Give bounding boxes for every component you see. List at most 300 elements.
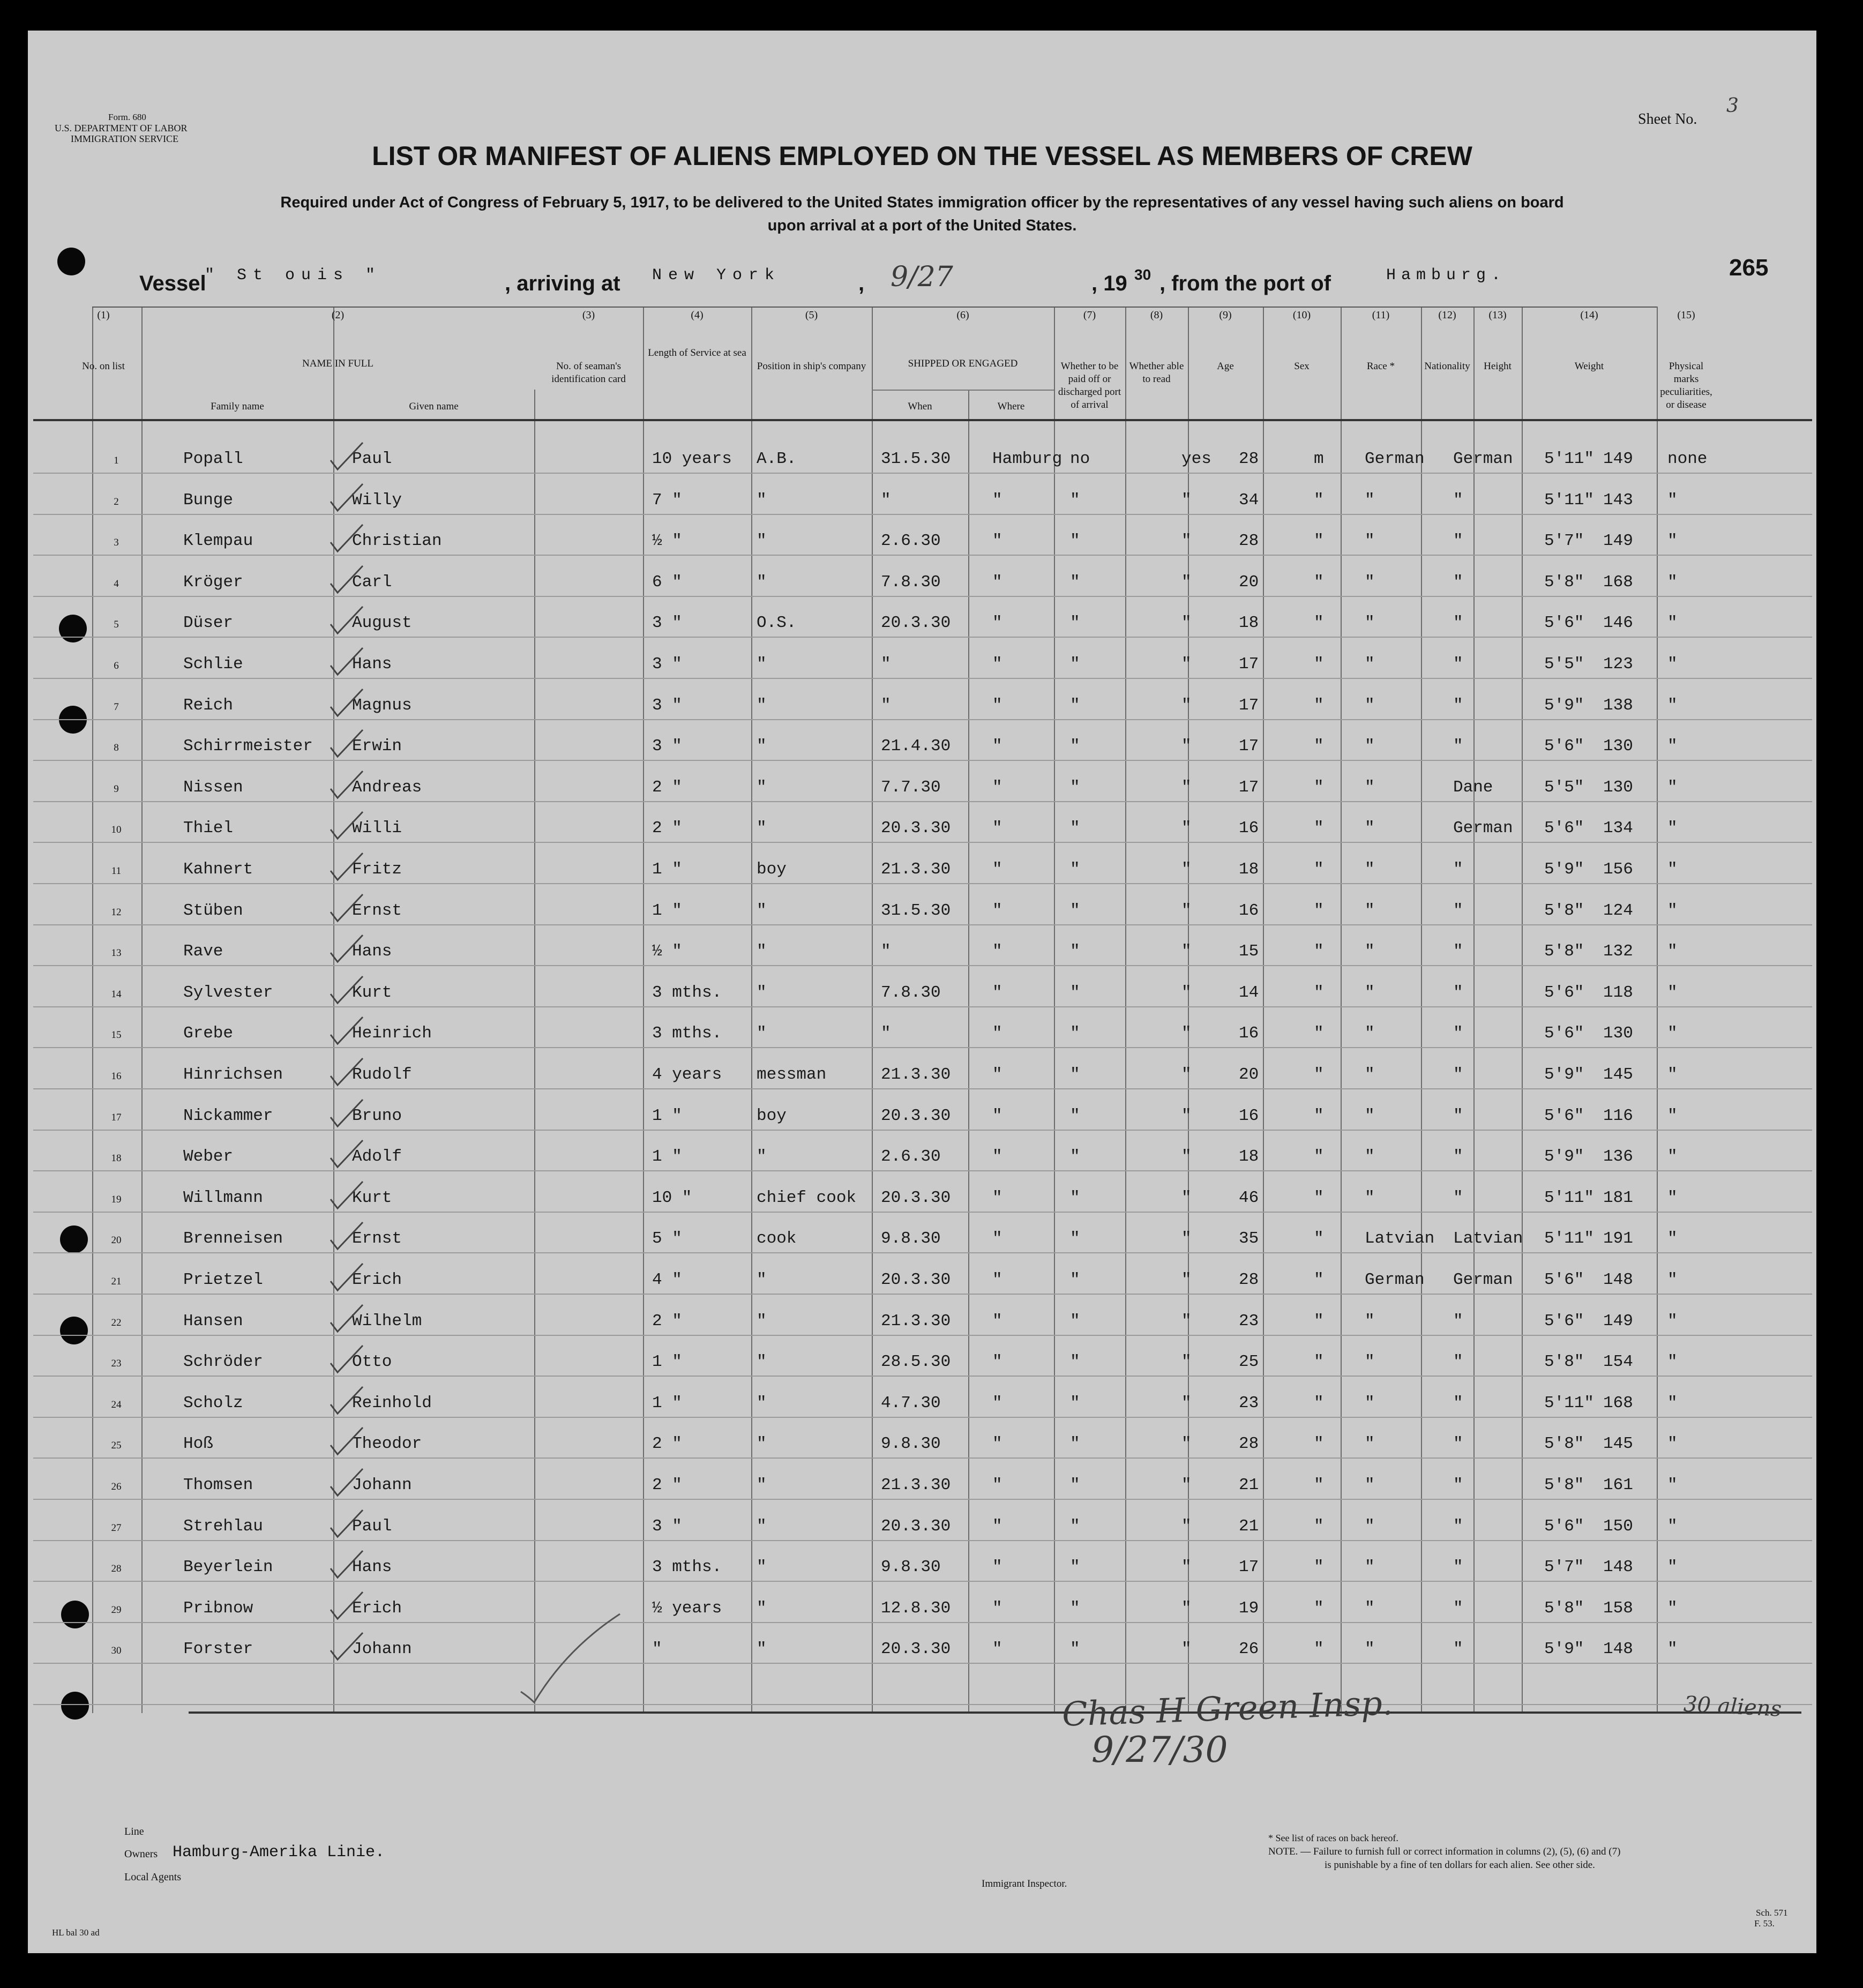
cell-nationality: " xyxy=(1453,1393,1463,1412)
cell-age: 16 xyxy=(1239,1106,1259,1125)
date-value: 9/27 xyxy=(891,261,953,293)
cell-when: 9.8.30 xyxy=(881,1558,941,1577)
cell-marks: " xyxy=(1667,1270,1678,1289)
cell-where: Hamburg xyxy=(992,450,1063,468)
cell-position: O.S. xyxy=(757,614,797,633)
cell-nationality: " xyxy=(1453,860,1463,879)
check-icon xyxy=(328,604,365,636)
cell-read: " xyxy=(1181,819,1192,838)
cell-service: " xyxy=(652,1640,662,1659)
cell-height: 5'8" xyxy=(1544,942,1584,961)
column-number: (15) xyxy=(1677,309,1695,321)
column-label: Whether to be paid off or discharged port of arrival xyxy=(1058,361,1121,410)
cell-family: Hoß xyxy=(183,1434,213,1454)
page-title: LIST OR MANIFEST OF ALIENS EMPLOYED ON THE VESSEL AS MEMBERS OF CREW xyxy=(372,141,1472,171)
column-label: Whether able to read xyxy=(1129,361,1184,385)
cell-paid: " xyxy=(1070,737,1080,756)
check-icon xyxy=(328,1343,365,1375)
column-rule xyxy=(1657,307,1658,1713)
check-icon xyxy=(328,1589,365,1621)
cell-sex: " xyxy=(1314,490,1324,510)
arriving-value: New York xyxy=(652,266,781,285)
cell-height: 5'11" xyxy=(1544,1229,1595,1249)
cell-weight: 116 xyxy=(1603,1106,1633,1125)
cell-position: " xyxy=(757,572,767,592)
cell-read: " xyxy=(1181,1147,1192,1167)
cell-where: " xyxy=(992,696,1002,715)
row-rule xyxy=(33,637,1812,638)
cell-given: Erich xyxy=(352,1598,402,1618)
cell-marks: " xyxy=(1667,1106,1678,1125)
cell-nationality: " xyxy=(1453,1147,1463,1167)
cell-weight: 145 xyxy=(1603,1434,1633,1454)
cell-read: " xyxy=(1181,942,1192,961)
cell-nationality: " xyxy=(1453,942,1463,961)
row-number: 17 xyxy=(111,1111,122,1123)
cell-family: Brenneisen xyxy=(183,1229,283,1249)
cell-nationality: " xyxy=(1453,532,1463,551)
cell-when: 20.3.30 xyxy=(881,1188,951,1207)
department-line: U.S. DEPARTMENT OF LABOR xyxy=(55,123,188,133)
cell-sex: " xyxy=(1314,983,1324,1002)
row-rule xyxy=(33,842,1812,843)
cell-family: Hinrichsen xyxy=(183,1065,283,1084)
cell-position: " xyxy=(757,532,767,551)
cell-nationality: " xyxy=(1453,614,1463,633)
check-icon xyxy=(328,809,365,841)
cell-weight: 149 xyxy=(1603,450,1633,468)
cell-height: 5'9" xyxy=(1544,696,1584,715)
cell-position: " xyxy=(757,1558,767,1577)
cell-weight: 136 xyxy=(1603,1147,1633,1167)
check-icon xyxy=(328,645,365,677)
cell-given: Heinrich xyxy=(352,1024,432,1043)
column-rule xyxy=(1054,307,1055,1713)
cell-service: 3 " xyxy=(652,696,682,715)
row-rule xyxy=(33,1458,1812,1459)
cell-nationality: " xyxy=(1453,1352,1463,1372)
column-label: Height xyxy=(1484,361,1512,372)
year-prefix: , 19 xyxy=(1091,272,1127,295)
row-rule xyxy=(33,719,1812,720)
cell-family: Nissen xyxy=(183,778,243,797)
cell-height: 5'8" xyxy=(1544,572,1584,592)
cell-when: 20.3.30 xyxy=(881,1270,951,1289)
year-suffix: 30 xyxy=(1134,266,1151,283)
cell-position: " xyxy=(757,737,767,756)
cell-family: Hansen xyxy=(183,1311,243,1331)
cell-paid: " xyxy=(1070,1024,1080,1043)
cell-position: " xyxy=(757,819,767,838)
cell-height: 5'11" xyxy=(1544,490,1595,510)
cell-sex: " xyxy=(1314,532,1324,551)
cell-paid: " xyxy=(1070,490,1080,510)
cell-service: 6 " xyxy=(652,572,682,592)
cell-where: " xyxy=(992,1352,1002,1372)
cell-when: 21.3.30 xyxy=(881,1311,951,1331)
row-number: 5 xyxy=(114,619,119,631)
cell-read: " xyxy=(1181,1434,1192,1454)
check-icon xyxy=(328,1507,365,1539)
cell-weight: 130 xyxy=(1603,737,1633,756)
cell-where: " xyxy=(992,1393,1002,1412)
row-rule xyxy=(33,1088,1812,1089)
cell-given: Wilhelm xyxy=(352,1311,422,1331)
cell-where: " xyxy=(992,1229,1002,1249)
column-number: (12) xyxy=(1438,309,1456,321)
row-rule xyxy=(33,1417,1812,1418)
cell-nationality: " xyxy=(1453,1516,1463,1536)
punch-hole xyxy=(57,248,85,275)
check-icon xyxy=(328,727,365,759)
check-icon xyxy=(328,1220,365,1252)
cell-marks: " xyxy=(1667,532,1678,551)
cell-marks: " xyxy=(1667,1188,1678,1207)
cell-given: Ernst xyxy=(352,1229,402,1249)
cell-read: " xyxy=(1181,1311,1192,1331)
cell-marks: " xyxy=(1667,1352,1678,1372)
cell-family: Thiel xyxy=(183,819,234,838)
check-icon xyxy=(328,768,365,801)
column-label: Age xyxy=(1217,361,1234,372)
cell-weight: 123 xyxy=(1603,655,1633,674)
column-label: Position in ship's company xyxy=(757,361,866,372)
punch-hole xyxy=(61,1692,89,1720)
column-rule xyxy=(1522,307,1523,1713)
check-icon xyxy=(328,1138,365,1170)
cell-race: " xyxy=(1365,1188,1375,1207)
cell-sex: " xyxy=(1314,1106,1324,1125)
cell-race: " xyxy=(1365,532,1375,551)
cell-read: " xyxy=(1181,737,1192,756)
cell-when: 2.6.30 xyxy=(881,532,941,551)
shipped-divider xyxy=(968,390,969,1713)
row-number: 3 xyxy=(114,537,119,549)
cell-position: " xyxy=(757,1476,767,1494)
cell-where: " xyxy=(992,614,1002,633)
row-rule xyxy=(33,1581,1812,1582)
cell-marks: " xyxy=(1667,901,1678,920)
row-number: 9 xyxy=(114,783,119,795)
row-rule xyxy=(33,1663,1812,1664)
arriving-comma: , xyxy=(858,272,865,295)
cell-service: 3 " xyxy=(652,614,682,633)
row-rule xyxy=(33,1130,1812,1131)
cell-family: Thomsen xyxy=(183,1476,253,1494)
cell-age: 28 xyxy=(1239,1270,1259,1289)
check-icon xyxy=(328,1261,365,1293)
cell-nationality: " xyxy=(1453,696,1463,715)
cell-paid: " xyxy=(1070,778,1080,797)
cell-height: 5'6" xyxy=(1544,1516,1584,1536)
column-rule xyxy=(872,307,873,1713)
cell-given: Andreas xyxy=(352,778,422,797)
cell-race: " xyxy=(1365,1558,1375,1577)
cell-service: 1 " xyxy=(652,860,682,879)
row-number: 13 xyxy=(111,947,122,959)
column-number: (11) xyxy=(1372,309,1390,321)
cell-family: Beyerlein xyxy=(183,1558,273,1577)
cell-service: 4 years xyxy=(652,1065,722,1084)
row-number: 29 xyxy=(111,1604,122,1616)
cell-nationality: " xyxy=(1453,983,1463,1002)
cell-height: 5'8" xyxy=(1544,901,1584,920)
cell-sex: " xyxy=(1314,1065,1324,1084)
cell-race: " xyxy=(1365,490,1375,510)
cell-read: " xyxy=(1181,983,1192,1002)
cell-paid: " xyxy=(1070,942,1080,961)
races-note: * See list of races on back hereof. xyxy=(1268,1833,1398,1843)
cell-age: 20 xyxy=(1239,1065,1259,1084)
cell-age: 28 xyxy=(1239,1434,1259,1454)
cell-age: 18 xyxy=(1239,860,1259,879)
cell-service: ½ " xyxy=(652,942,682,961)
cell-nationality: Latvian xyxy=(1453,1229,1523,1249)
column-rule xyxy=(1188,307,1189,1713)
cell-weight: 150 xyxy=(1603,1516,1633,1536)
cell-read: " xyxy=(1181,860,1192,879)
cell-service: 1 " xyxy=(652,1352,682,1372)
cell-family: Willmann xyxy=(183,1188,263,1207)
column-number: (6) xyxy=(956,309,969,321)
row-rule xyxy=(33,760,1812,761)
cell-family: Kahnert xyxy=(183,860,253,879)
cell-service: 3 mths. xyxy=(652,1024,722,1043)
cell-sex: " xyxy=(1314,1147,1324,1167)
cell-given: Kurt xyxy=(352,983,392,1002)
cell-given: Hans xyxy=(352,655,392,674)
row-number: 14 xyxy=(111,988,122,1000)
cell-given: Erwin xyxy=(352,737,402,756)
row-rule xyxy=(33,1294,1812,1295)
cell-service: 2 " xyxy=(652,1311,682,1331)
cell-given: Theodor xyxy=(352,1434,422,1454)
row-rule xyxy=(33,1704,1812,1705)
column-number: (9) xyxy=(1219,309,1232,321)
sheet-label: Sheet No. xyxy=(1638,111,1697,128)
arriving-label: , arriving at xyxy=(505,272,620,295)
cell-height: 5'9" xyxy=(1544,1065,1584,1084)
cell-paid: " xyxy=(1070,819,1080,838)
cell-nationality: " xyxy=(1453,1024,1463,1043)
cell-race: " xyxy=(1365,1024,1375,1043)
cell-where: " xyxy=(992,1147,1002,1167)
row-number: 11 xyxy=(111,865,122,877)
cell-given: Bruno xyxy=(352,1106,402,1125)
cell-marks: none xyxy=(1667,450,1708,468)
column-label: SHIPPED OR ENGAGED xyxy=(908,358,1018,369)
cell-service: 4 " xyxy=(652,1270,682,1289)
cell-family: Reich xyxy=(183,696,234,715)
check-icon xyxy=(328,1466,365,1498)
cell-weight: 156 xyxy=(1603,860,1633,879)
cell-when: 20.3.30 xyxy=(881,614,951,633)
cell-given: Ernst xyxy=(352,901,402,920)
cell-weight: 158 xyxy=(1603,1598,1633,1618)
cell-age: 17 xyxy=(1239,778,1259,797)
cell-age: 17 xyxy=(1239,1558,1259,1577)
check-icon xyxy=(328,1056,365,1088)
cell-race: " xyxy=(1365,1476,1375,1494)
cell-age: 17 xyxy=(1239,737,1259,756)
cell-height: 5'6" xyxy=(1544,1270,1584,1289)
cell-height: 5'8" xyxy=(1544,1434,1584,1454)
cell-weight: 134 xyxy=(1603,819,1633,838)
cell-nationality: German xyxy=(1453,1270,1513,1289)
cell-sex: " xyxy=(1314,860,1324,879)
cell-given: Carl xyxy=(352,572,392,592)
signature-date: 9/27/30 xyxy=(1091,1729,1228,1770)
cell-height: 5'11" xyxy=(1544,1188,1595,1207)
row-rule xyxy=(33,924,1812,925)
column-label: Sex xyxy=(1294,361,1310,372)
cell-sex: " xyxy=(1314,1311,1324,1331)
cell-service: 1 " xyxy=(652,1106,682,1125)
cell-position: " xyxy=(757,1352,767,1372)
cell-sex: " xyxy=(1314,1229,1324,1249)
cell-nationality: " xyxy=(1453,655,1463,674)
row-number: 18 xyxy=(111,1153,122,1164)
cell-where: " xyxy=(992,1188,1002,1207)
cell-race: " xyxy=(1365,819,1375,838)
cell-weight: 130 xyxy=(1603,778,1633,797)
cell-where: " xyxy=(992,1065,1002,1084)
vessel-value: " St ouis " xyxy=(205,266,382,285)
cell-age: 26 xyxy=(1239,1640,1259,1659)
cell-service: 2 " xyxy=(652,1434,682,1454)
cell-position: " xyxy=(757,1640,767,1659)
cell-marks: " xyxy=(1667,1434,1678,1454)
row-rule xyxy=(33,1170,1812,1171)
cell-when: 20.3.30 xyxy=(881,1516,951,1536)
cell-paid: " xyxy=(1070,983,1080,1002)
punch-hole xyxy=(60,1225,88,1253)
cell-where: " xyxy=(992,490,1002,510)
cell-where: " xyxy=(992,778,1002,797)
cell-paid: no xyxy=(1070,450,1090,468)
cell-marks: " xyxy=(1667,1147,1678,1167)
row-rule xyxy=(33,473,1812,474)
subheader-given: Given name xyxy=(409,401,459,412)
cell-weight: 181 xyxy=(1603,1188,1633,1207)
cell-marks: " xyxy=(1667,614,1678,633)
cell-age: 16 xyxy=(1239,1024,1259,1043)
column-number: (5) xyxy=(805,309,818,321)
check-icon xyxy=(328,686,365,719)
cell-marks: " xyxy=(1667,1598,1678,1618)
cell-sex: " xyxy=(1314,655,1324,674)
cell-position: boy xyxy=(757,1106,787,1125)
cell-given: Kurt xyxy=(352,1188,392,1207)
check-icon xyxy=(328,522,365,554)
cell-family: Schlie xyxy=(183,655,243,674)
cell-paid: " xyxy=(1070,1147,1080,1167)
inspector-signature: Chas H Green Insp. xyxy=(1061,1683,1394,1734)
row-rule xyxy=(33,596,1812,597)
cell-marks: " xyxy=(1667,655,1678,674)
cell-sex: m xyxy=(1314,450,1324,468)
row-number: 4 xyxy=(114,578,119,589)
cell-sex: " xyxy=(1314,1352,1324,1372)
column-number: (14) xyxy=(1580,309,1598,321)
cell-age: 21 xyxy=(1239,1516,1259,1536)
row-number: 24 xyxy=(111,1399,122,1410)
cell-given: Fritz xyxy=(352,860,402,879)
check-icon xyxy=(328,1302,365,1334)
punch-hole xyxy=(59,615,87,642)
row-rule xyxy=(33,678,1812,679)
cell-nationality: " xyxy=(1453,737,1463,756)
cell-age: 18 xyxy=(1239,1147,1259,1167)
cell-when: " xyxy=(881,655,891,674)
cell-when: 21.4.30 xyxy=(881,737,951,756)
cell-nationality: " xyxy=(1453,1106,1463,1125)
column-label: NAME IN FULL xyxy=(302,358,373,369)
cell-read: " xyxy=(1181,572,1192,592)
row-number: 21 xyxy=(111,1276,122,1287)
cell-sex: " xyxy=(1314,1516,1324,1536)
column-rule xyxy=(92,307,93,1713)
cell-service: 2 " xyxy=(652,819,682,838)
cell-read: " xyxy=(1181,1598,1192,1618)
cell-nationality: " xyxy=(1453,1065,1463,1084)
cell-family: Düser xyxy=(183,614,234,633)
subtitle-line2: upon arrival at a port of the United States. xyxy=(767,217,1077,234)
cell-family: Rave xyxy=(183,942,223,961)
row-number: 22 xyxy=(111,1317,122,1328)
cell-race: " xyxy=(1365,1147,1375,1167)
cell-race: " xyxy=(1365,696,1375,715)
cell-race: German xyxy=(1365,450,1425,468)
cell-height: 5'9" xyxy=(1544,860,1584,879)
subheader-when: When xyxy=(908,401,932,412)
cell-position: " xyxy=(757,1516,767,1536)
check-icon xyxy=(328,1384,365,1416)
cell-weight: 138 xyxy=(1603,696,1633,715)
row-number: 2 xyxy=(114,496,119,507)
row-number: 20 xyxy=(111,1235,122,1246)
row-number: 10 xyxy=(111,824,122,836)
cell-where: " xyxy=(992,572,1002,592)
cell-where: " xyxy=(992,1024,1002,1043)
cell-weight: 148 xyxy=(1603,1270,1633,1289)
column-label: Length of Service at sea xyxy=(648,347,746,358)
cell-when: 20.3.30 xyxy=(881,1640,951,1659)
cell-when: " xyxy=(881,696,891,715)
check-icon xyxy=(328,481,365,513)
cell-age: 34 xyxy=(1239,490,1259,510)
cell-when: 7.8.30 xyxy=(881,572,941,592)
cell-sex: " xyxy=(1314,1558,1324,1577)
cell-when: 9.8.30 xyxy=(881,1434,941,1454)
column-label: No. of seaman's identification card xyxy=(551,361,626,385)
cell-height: 5'8" xyxy=(1544,1476,1584,1494)
cell-read: " xyxy=(1181,655,1192,674)
cell-when: 21.3.30 xyxy=(881,1065,951,1084)
row-number: 1 xyxy=(114,455,119,466)
cell-position: cook xyxy=(757,1229,797,1249)
cell-nationality: " xyxy=(1453,572,1463,592)
cell-race: " xyxy=(1365,1106,1375,1125)
cell-read: " xyxy=(1181,1476,1192,1494)
shipped-subrule xyxy=(872,390,1054,391)
cell-height: 5'6" xyxy=(1544,737,1584,756)
row-rule xyxy=(33,1212,1812,1213)
fine-note-line1: NOTE. — Failure to furnish full or correct information in columns (2), (5), (6) and (7) xyxy=(1268,1846,1621,1857)
cell-height: 5'9" xyxy=(1544,1640,1584,1659)
cell-given: Willi xyxy=(352,819,402,838)
cell-given: Reinhold xyxy=(352,1393,432,1412)
